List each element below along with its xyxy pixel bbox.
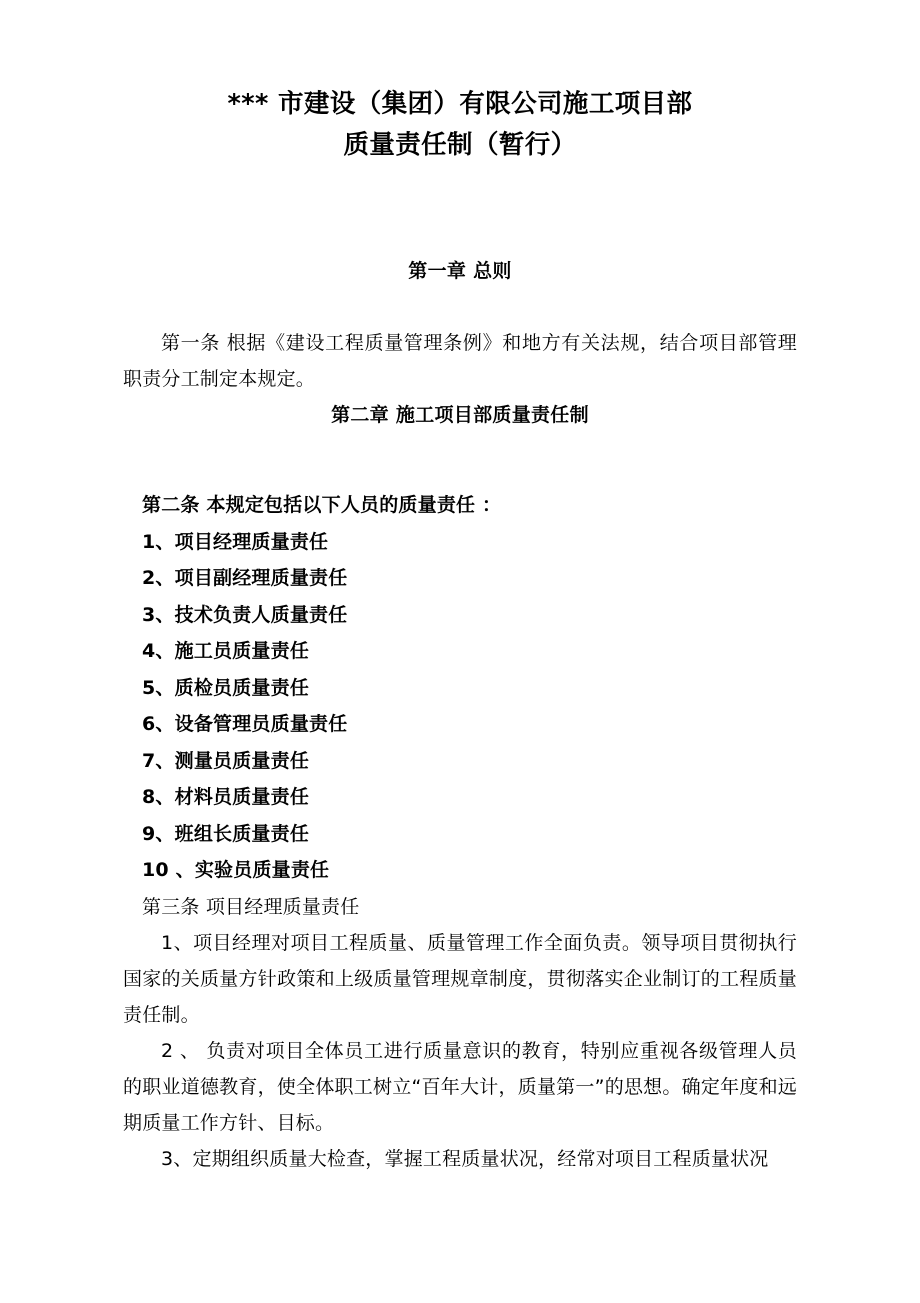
list-item: 5、质检员质量责任 — [142, 676, 310, 699]
article-3-item-3: 3、定期组织质量大检查，掌握工程质量状况，经常对项目工程质量状况 — [161, 1147, 769, 1170]
list-item: 7、测量员质量责任 — [142, 749, 310, 772]
page-subtitle: 质量责任制（暂行） — [343, 130, 577, 160]
chapter-heading-2: 第二章 施工项目部质量责任制 — [331, 404, 589, 426]
article-3-heading: 第三条 项目经理质量责任 — [142, 895, 360, 918]
list-item: 2、项目副经理质量责任 — [142, 567, 348, 589]
title-block — [123, 0, 797, 166]
list-item: 1、项目经理质量责任 — [142, 530, 329, 553]
list-item: 8、材料员质量责任 — [142, 786, 310, 808]
list-item: 6、设备管理员质量责任 — [142, 713, 348, 735]
spacer — [123, 289, 797, 325]
article-3-item-2: 2 、 负责对项目全体员工进行质量意识的教育，特别应重视各级管理人员的职业道德教育，使全体职工树立“百年大计，质量第一”的思想。确定年度和远期质量工作方针、目标。 — [123, 1039, 797, 1134]
spacer — [123, 433, 797, 469]
list-item: 4、施工员质量责任 — [142, 640, 310, 662]
document-body — [123, 0, 797, 1177]
chapter-heading-1: 第一章 总则 — [408, 260, 512, 282]
page-title: *** 市建设（集团）有限公司施工项目部 — [227, 89, 693, 119]
roster-list — [123, 524, 797, 889]
article-1-paragraph: 第一条 根据《建设工程质量管理条例》和地方有关法规，结合项目部管理职责分工制定本规定。 — [123, 332, 797, 390]
list-item: 9、班组长质量责任 — [142, 822, 310, 845]
list-item: 10 、实验员质量责任 — [142, 859, 330, 881]
article-3-item-1: 1、项目经理对项目工程质量、质量管理工作全面负责。领导项目贯彻执行国家的关质量方针政策和上级质量管理规章制度，贯彻落实企业制订的工程质量责任制。 — [123, 931, 797, 1026]
article-2-intro: 第二条 本规定包括以下人员的质量责任 ： — [142, 494, 502, 516]
spacer — [123, 469, 797, 487]
list-item: 3、技术负责人质量责任 — [142, 603, 348, 626]
